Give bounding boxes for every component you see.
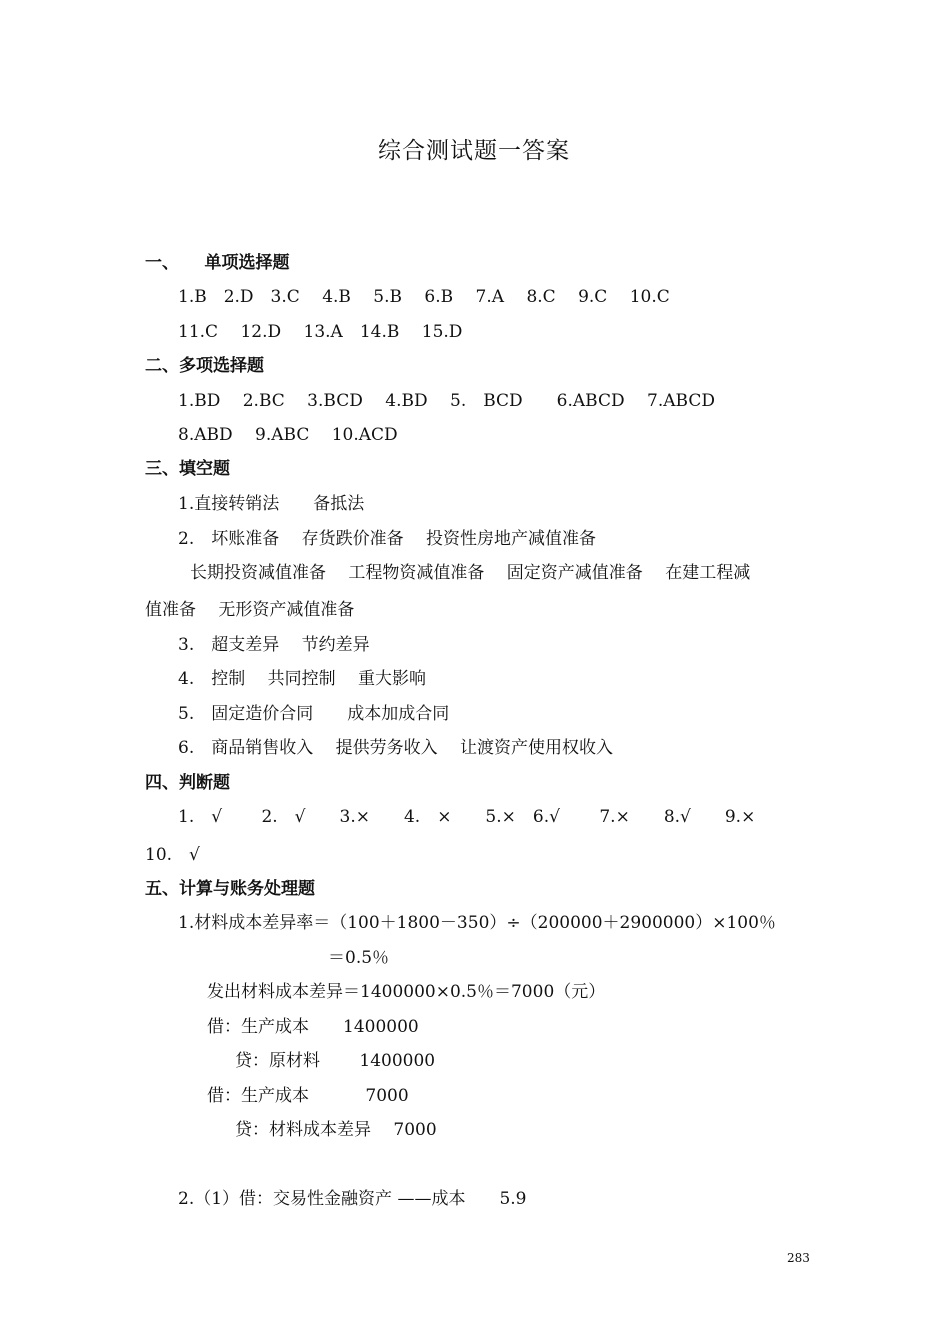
answer-line: 2.（1）借：交易性金融资产 ——成本 5.9 <box>178 1189 527 1209</box>
answer-line: 1.直接转销法 备抵法 <box>178 494 365 514</box>
journal-entry: 借：生产成本 1400000 <box>207 1017 419 1037</box>
journal-entry: 贷：原材料 1400000 <box>235 1051 436 1071</box>
answer-line: 8.ABD 9.ABC 10.ACD <box>178 425 398 445</box>
section-heading-calculation: 五、计算与账务处理题 <box>145 879 315 899</box>
page-title: 综合测试题一答案 <box>378 138 570 164</box>
journal-entry: 贷：材料成本差异 7000 <box>235 1120 437 1140</box>
section-heading-fill-blank: 三、填空题 <box>145 459 230 479</box>
answer-line: 1.BD 2.BC 3.BCD 4.BD 5. BCD 6.ABCD 7.ABCD <box>178 391 715 411</box>
section-heading-true-false: 四、判断题 <box>145 773 230 793</box>
answer-line: 发出材料成本差异＝1400000×0.5％＝7000（元） <box>207 982 606 1002</box>
answer-line: 10. √ <box>145 845 200 865</box>
answer-line: 6. 商品销售收入 提供劳务收入 让渡资产使用权收入 <box>178 738 614 758</box>
answer-line: 5. 固定造价合同 成本加成合同 <box>178 704 450 724</box>
section-heading-multiple-choice: 二、多项选择题 <box>145 356 264 376</box>
answer-line: 值准备 无形资产减值准备 <box>145 600 355 620</box>
journal-entry: 借：生产成本 7000 <box>207 1086 409 1106</box>
page-number: 283 <box>787 1251 810 1265</box>
answer-line: 3. 超支差异 节约差异 <box>178 635 370 655</box>
answer-line: 长期投资减值准备 工程物资减值准备 固定资产减值准备 在建工程减 <box>190 563 751 583</box>
answer-line: 2. 坏账准备 存货跌价准备 投资性房地产减值准备 <box>178 529 597 549</box>
answer-line: ＝0.5％ <box>328 948 390 968</box>
answer-line: 11.C 12.D 13.A 14.B 15.D <box>178 322 463 342</box>
answer-line: 4. 控制 共同控制 重大影响 <box>178 669 427 689</box>
section-heading-single-choice: 一、 单项选择题 <box>145 253 290 273</box>
answer-line: 1. √ 2. √ 3.× 4. × 5.× 6.√ 7.× 8.√ 9.× <box>178 807 756 827</box>
answer-line: 1.B 2.D 3.C 4.B 5.B 6.B 7.A 8.C 9.C 10.C <box>178 287 670 307</box>
answer-line: 1.材料成本差异率＝（100＋1800－350）÷（200000＋2900000）×100％ <box>178 913 776 933</box>
